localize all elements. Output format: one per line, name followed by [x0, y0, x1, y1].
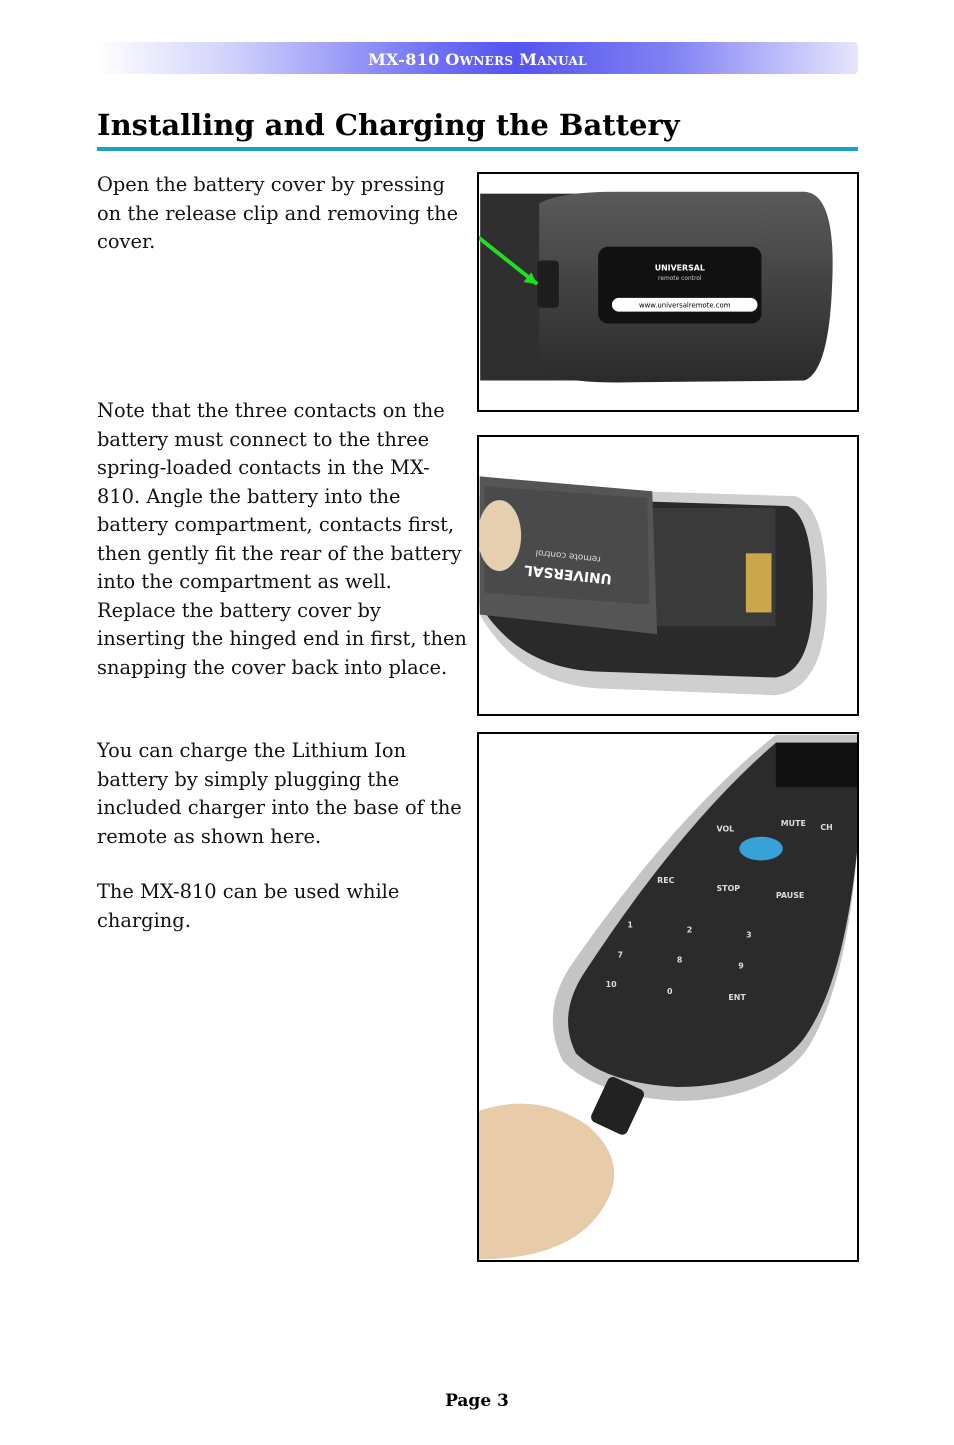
charging-illustration	[479, 734, 857, 1260]
title-divider	[97, 147, 858, 151]
battery-insert-photo	[477, 435, 859, 716]
key-3: 3	[746, 930, 752, 940]
release-clip	[537, 261, 559, 308]
cover-subtitle: remote control	[658, 276, 702, 283]
key-10: 10	[605, 980, 617, 990]
key-ent: ENT	[728, 992, 746, 1002]
header-anual: ANUAL	[537, 54, 587, 68]
key-7: 7	[617, 950, 624, 960]
header-model: MX-810	[368, 50, 440, 69]
thumb	[479, 500, 521, 571]
page-number: Page 3	[445, 1391, 509, 1411]
header-m: M	[519, 50, 538, 69]
page-title: Installing and Charging the Battery	[97, 108, 680, 142]
charging-photo	[477, 732, 859, 1262]
battery-insert-illustration	[479, 437, 857, 714]
cover-url: www.universalremote.com	[638, 301, 731, 310]
paragraph-insert-battery: Note that the three contacts on the battery must connect to the three spring-loaded contacts in the MX-810. Angle the battery into the battery compartment, contacts first, then gently fit the rear of the battery into the compartment as well. Replace the battery cover by inserting the hinged end in first, then snapping the cover back into place.	[97, 399, 467, 679]
battery-cover-illustration	[479, 174, 857, 410]
key-2: 2	[686, 925, 693, 935]
header-banner	[97, 42, 858, 74]
paragraph-open-cover: Open the battery cover by pressing on the release clip and removing the cover.	[97, 173, 459, 253]
key-rec: REC	[657, 876, 675, 886]
key-9: 9	[738, 961, 744, 971]
paragraph-use-while-charging: The MX-810 can be used while charging.	[97, 880, 400, 932]
battery-brand: UNIVERSAL	[523, 561, 613, 587]
key-8: 8	[676, 955, 683, 965]
key-pause: PAUSE	[775, 891, 805, 901]
key-ch: CH	[820, 822, 833, 832]
battery-cover-photo	[477, 172, 859, 412]
key-stop: STOP	[716, 884, 741, 894]
key-0: 0	[667, 987, 673, 997]
key-1: 1	[627, 920, 633, 930]
manual-header	[97, 50, 858, 69]
battery-subtitle: remote control	[535, 546, 602, 564]
key-vol: VOL	[716, 824, 735, 834]
key-mute: MUTE	[780, 818, 806, 828]
header-wners: WNERS	[459, 54, 514, 68]
header-o: O	[445, 50, 460, 69]
cover-brand: UNIVERSAL	[654, 263, 705, 273]
paragraph-charging: You can charge the Lithium Ion battery by simply plugging the included charger into the base of the remote as shown here.	[97, 739, 462, 848]
hand	[479, 1104, 614, 1260]
